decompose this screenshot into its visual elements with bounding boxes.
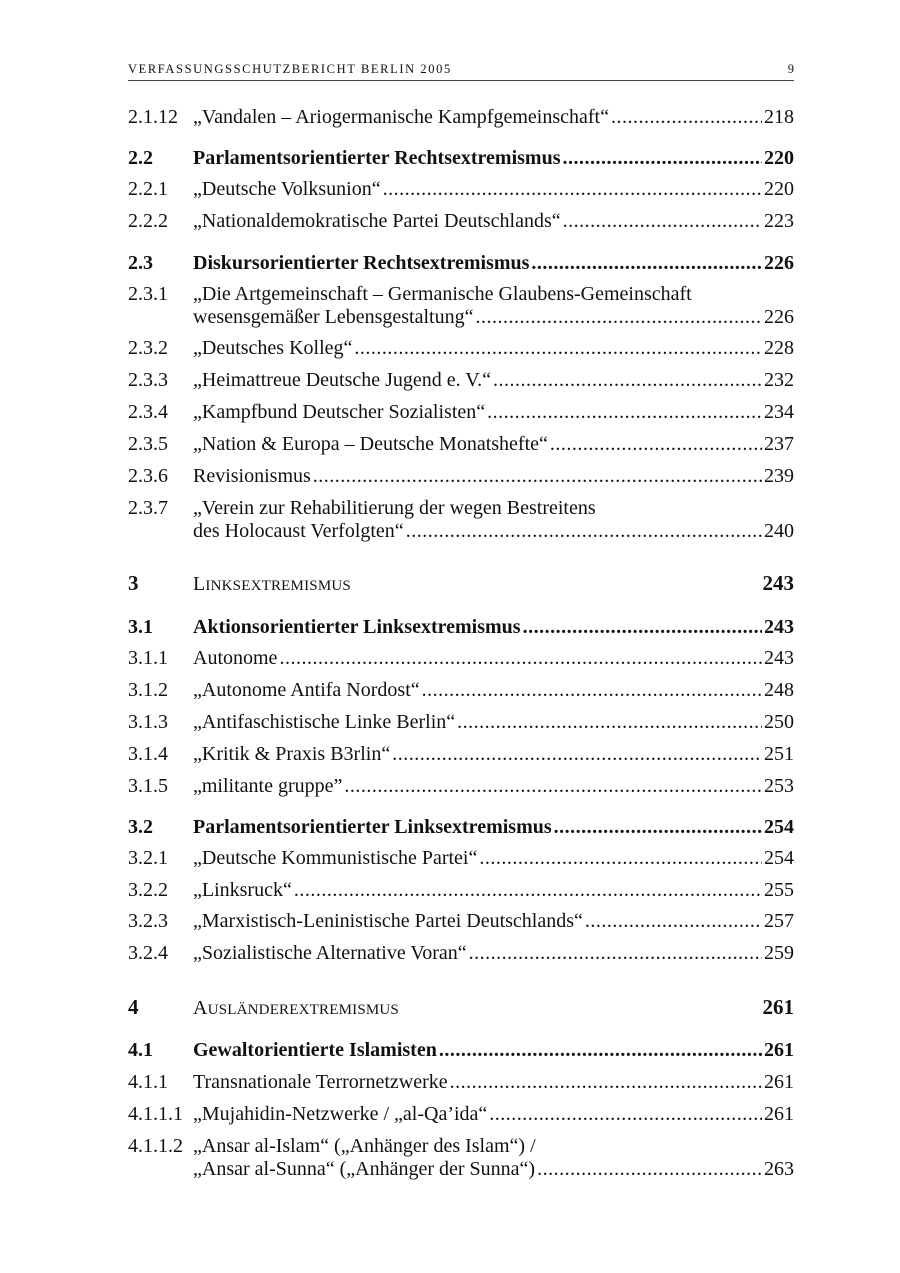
entry-page-number: 243 [762,571,794,595]
entry-page-number: 223 [764,210,794,232]
entry-page-number: 243 [764,647,794,669]
entry-page-number: 228 [764,337,794,359]
entry-number: 3.1.3 [128,711,168,733]
toc-entry [128,369,794,392]
entry-number: 4 [128,995,139,1019]
dot-leader [611,106,762,129]
dot-leader [383,178,762,201]
entry-page-number: 261 [764,1103,794,1125]
entry-title: LINKSEXTREMISMUS [193,573,351,595]
dot-leader [344,775,762,798]
entry-title: „Kritik & Praxis B3rlin“ [193,743,391,765]
entry-page-number: 250 [764,711,794,733]
dot-leader [487,401,762,424]
entry-number: 2.1.12 [128,106,178,128]
dot-leader [562,147,762,170]
entry-page-number: 226 [764,306,794,328]
dot-leader [406,520,762,543]
toc-entry [128,775,794,798]
toc-entry [128,465,794,488]
toc-entry [128,910,794,933]
toc-entry [128,647,794,670]
toc-entry [128,996,794,1022]
entry-number: 2.3.4 [128,401,168,423]
toc-entry [128,283,794,329]
entry-title: „Marxistisch-Leninistische Partei Deutschlands“ [193,910,583,932]
entry-title: Gewaltorientierte Islamisten [193,1039,437,1061]
entry-number: 2.3.5 [128,433,168,455]
toc-entry [128,1135,794,1181]
entry-page-number: 243 [764,616,794,638]
dot-leader [523,616,762,639]
toc-entry [128,178,794,201]
entry-title: „Deutsches Kolleg“ [193,337,353,359]
entry-page-number: 220 [764,147,794,169]
entry-title: Revisionismus [193,465,311,487]
entry-page-number: 239 [764,465,794,487]
entry-title: Aktionsorientierter Linksextremismus [193,616,521,638]
dot-leader [294,879,762,902]
entry-page-number: 220 [764,178,794,200]
entry-page-number: 254 [764,847,794,869]
entry-number: 3.2 [128,816,153,838]
entry-title: Diskursorientierter Rechtsextremismus [193,252,530,274]
toc-entry [128,106,794,129]
entry-page-number: 255 [764,879,794,901]
entry-number: 4.1.1.2 [128,1135,183,1157]
entry-number: 2.3.6 [128,465,168,487]
toc-entry [128,210,794,233]
toc-entry [128,572,794,598]
toc-entry [128,497,794,543]
entry-number: 2.3.7 [128,497,168,519]
toc-entry [128,252,794,275]
entry-page-number: 251 [764,743,794,765]
entry-title: „Deutsche Volksunion“ [193,178,381,200]
entry-number: 3.1.2 [128,679,168,701]
toc-entry [128,616,794,639]
entry-number: 3.1 [128,616,153,638]
dot-leader [354,337,762,360]
dot-leader [469,942,762,965]
entry-page-number: 254 [764,816,794,838]
dot-leader [563,210,762,233]
dot-leader [537,1158,762,1181]
entry-number: 3.2.4 [128,942,168,964]
toc-entry [128,433,794,456]
entry-title: „Ansar al-Sunna“ („Anhänger der Sunna“) [193,1158,536,1180]
entry-page-number: 253 [764,775,794,797]
entry-page-number: 248 [764,679,794,701]
toc-entry [128,711,794,734]
entry-number: 3 [128,571,139,595]
entry-title: „militante gruppe” [193,775,343,797]
dot-leader [279,647,762,670]
dot-leader [422,679,762,702]
entry-number: 3.1.5 [128,775,168,797]
entry-title: Autonome [193,647,278,669]
dot-leader [457,711,762,734]
dot-leader [585,910,762,933]
dot-leader [450,1071,762,1094]
dot-leader [439,1039,762,1062]
entry-title: „Linksruck“ [193,879,292,901]
toc-entry [128,147,794,170]
entry-title: „Deutsche Kommunistische Partei“ [193,847,478,869]
dot-leader [493,369,762,392]
entry-page-number: 259 [764,942,794,964]
toc-entry [128,1103,794,1126]
entry-page-number: 261 [762,995,794,1019]
entry-title: „Sozialistische Alternative Voran“ [193,942,467,964]
dot-leader [489,1103,762,1126]
entry-number: 2.2.1 [128,178,168,200]
entry-title: Parlamentsorientierter Rechtsextremismus [193,147,561,169]
dot-leader [550,433,762,456]
entry-number: 2.2 [128,147,153,169]
entry-page-number: 261 [764,1071,794,1093]
toc-entry [128,1039,794,1062]
entry-title: „Nationaldemokratische Partei Deutschlands“ [193,210,561,232]
entry-number: 2.3.1 [128,283,168,305]
entry-number: 3.2.3 [128,910,168,932]
dot-leader [479,847,762,870]
entry-number: 4.1 [128,1039,153,1061]
entry-number: 4.1.1 [128,1071,168,1093]
entry-title: „Vandalen – Ariogermanische Kampfgemeinschaft“ [193,106,609,128]
toc-entry [128,1071,794,1094]
entry-title: „Kampfbund Deutscher Sozialisten“ [193,401,486,423]
entry-page-number: 257 [764,910,794,932]
entry-title: Parlamentsorientierter Linksextremismus [193,816,552,838]
toc-entry [128,337,794,360]
dot-leader [392,743,762,766]
header-title: VERFASSUNGSSCHUTZBERICHT BERLIN 2005 [128,62,452,76]
entry-number: 2.3.3 [128,369,168,391]
toc-entry [128,401,794,424]
entry-page-number: 226 [764,252,794,274]
entry-page-number: 263 [764,1158,794,1180]
entry-number: 4.1.1.1 [128,1103,183,1125]
toc-entry [128,743,794,766]
entry-title: AUSLÄNDEREXTREMISMUS [193,997,399,1019]
toc-entry [128,816,794,839]
toc-entry [128,679,794,702]
header-page-number: 9 [787,62,794,76]
toc-entry [128,847,794,870]
running-header [128,62,794,81]
entry-title: des Holocaust Verfolgten“ [193,520,404,542]
entry-page-number: 234 [764,401,794,423]
dot-leader [475,306,762,329]
entry-number: 3.2.2 [128,879,168,901]
entry-page-number: 261 [764,1039,794,1061]
entry-number: 2.3 [128,252,153,274]
entry-page-number: 218 [764,106,794,128]
entry-title: „Verein zur Rehabilitierung der wegen Bestreitens [193,497,596,519]
entry-title: „Mujahidin-Netzwerke / „al-Qa’ida“ [193,1103,488,1125]
entry-number: 2.3.2 [128,337,168,359]
entry-page-number: 237 [764,433,794,455]
entry-title: „Autonome Antifa Nordost“ [193,679,420,701]
toc-entry [128,879,794,902]
entry-title: wesensgemäßer Lebensgestaltung“ [193,306,474,328]
dot-leader [554,816,762,839]
dot-leader [313,465,762,488]
entry-page-number: 232 [764,369,794,391]
entry-number: 3.2.1 [128,847,168,869]
entry-number: 3.1.4 [128,743,168,765]
entry-title: Transnationale Terrornetzwerke [193,1071,448,1093]
toc-entry [128,942,794,965]
entry-title: „Nation & Europa – Deutsche Monatshefte“ [193,433,548,455]
entry-title: „Ansar al-Islam“ („Anhänger des Islam“) / [193,1135,536,1157]
entry-title: „Antifaschistische Linke Berlin“ [193,711,456,733]
entry-title: „Heimattreue Deutsche Jugend e. V.“ [193,369,492,391]
entry-number: 3.1.1 [128,647,168,669]
entry-title: „Die Artgemeinschaft – Germanische Glaubens-Gemeinschaft [193,283,692,305]
dot-leader [531,252,762,275]
entry-number: 2.2.2 [128,210,168,232]
entry-page-number: 240 [764,520,794,542]
